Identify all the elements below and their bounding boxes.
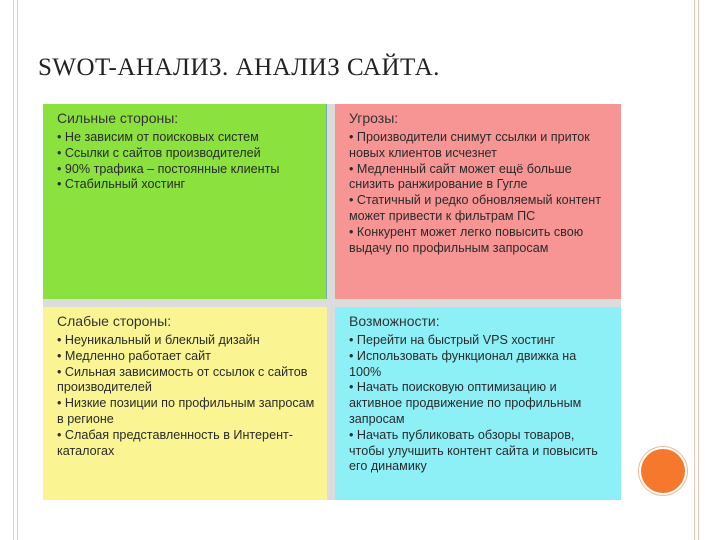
list-item: • Ссылки с сайтов производителей [57,146,316,162]
weaknesses-quadrant [43,307,327,500]
list-item: • Слабая представленность в Интерент-каталогах [57,428,317,460]
list-item: • Не зависим от поисковых систем [57,130,316,146]
threats-quadrant [335,104,621,299]
list-item: • Сильная зависимость от ссылок с сайтов производителей [57,365,317,397]
list-item: • Медленный сайт может ещё больше снизить ранжирование в Гугле [349,162,611,194]
orange-circle-decoration [641,449,685,493]
strengths-quadrant [43,104,327,299]
list-item: • Неуникальный и блеклый дизайн [57,333,317,349]
list-item: • Начать публиковать обзоры товаров, чтобы улучшить контент сайта и повысить его динамику [349,428,611,475]
list-item: • Использовать функционал движка на 100% [349,349,611,381]
list-item: • Стабильный хостинг [57,177,316,193]
swot-grid [43,104,621,500]
threats-list [349,130,611,256]
list-item: • Перейти на быстрый VPS хостинг [349,333,611,349]
opportunities-quadrant [335,307,621,500]
slide-title: SWOT-АНАЛИЗ. АНАЛИЗ САЙТА. [38,54,440,81]
list-item: • Статичный и редко обновляемый контент может привести к фильтрам ПС [349,193,611,225]
strengths-list [57,130,316,193]
right-frame-line [694,0,695,540]
list-item: • Начать поисковую оптимизацию и активное продвижение по профильным запросам [349,380,611,427]
list-item: • Медленно работает сайт [57,349,317,365]
strengths-heading: Сильные стороны: [57,110,179,126]
left-frame-line [13,0,14,540]
opportunities-list [349,333,611,475]
list-item: • Производители снимут ссылки и приток новых клиентов исчезнет [349,130,611,162]
threats-heading: Угрозы: [349,110,399,126]
right-frame-line-inner [698,0,699,540]
opportunities-heading: Возможности: [349,313,440,329]
weaknesses-list [57,333,317,459]
left-frame-line-inner [17,0,18,540]
list-item: • Конкурент может легко повысить свою выдачу по профильным запросам [349,225,611,257]
list-item: • 90% трафика – постоянные клиенты [57,162,316,178]
weaknesses-heading: Слабые стороны: [57,313,172,329]
list-item: • Низкие позиции по профильным запросам в регионе [57,396,317,428]
